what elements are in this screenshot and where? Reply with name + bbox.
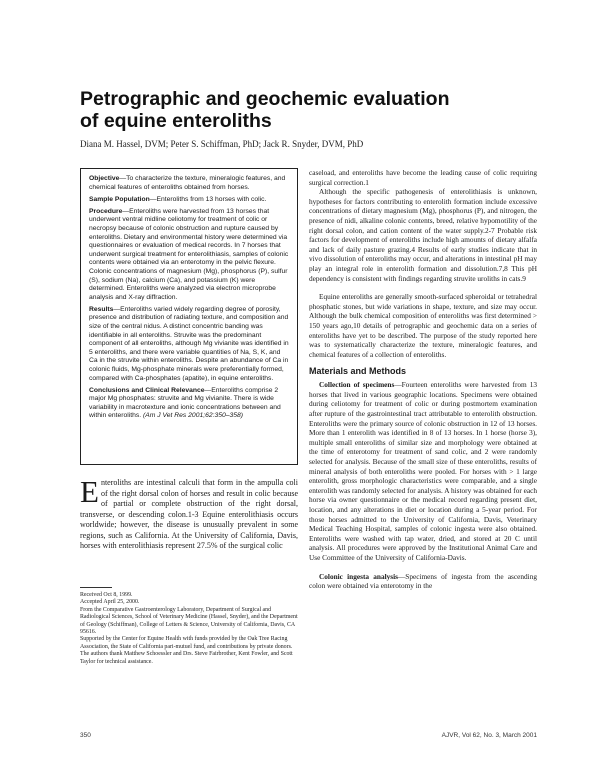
footnote-received: Received Oct 8, 1999. <box>80 592 133 598</box>
abstract-conclusions <box>89 387 289 421</box>
collection-label: Collection of specimens <box>319 380 395 390</box>
introduction-text <box>80 478 298 552</box>
footnotes <box>80 587 298 666</box>
paragraph-gap <box>309 563 537 572</box>
abstract-procedure <box>89 208 289 303</box>
colonic-label: Colonic ingesta analysis <box>319 571 398 581</box>
author-list: Diana M. Hassel, DVM; Peter S. Schiffman, PhD; Jack R. Snyder, DVM, PhD <box>80 139 364 149</box>
abstract-sample <box>89 196 289 205</box>
conclusions-label: Conclusions and Clinical Relevance <box>89 386 205 394</box>
sample-label: Sample Population <box>89 195 150 203</box>
article-title <box>80 88 540 132</box>
footnote-thanks: The authors thank Matthew Schoessler and Drs. Steve Fairbrother, Kent Fowler, and Scott Taylor for technical assistance. <box>80 651 293 665</box>
abstract-citation: (Am J Vet Res 2001;62:350–358) <box>143 412 243 420</box>
right-column <box>309 168 537 724</box>
colonic-paragraph <box>309 572 537 591</box>
footnote-affiliation: From the Comparative Gastroenterology Laboratory, Department of Surgical and Radiological Sciences, School of Veterinary Medicine (Hassel, Snyder), and the Department of Geology (Schiffman), College of Letters & Science, University of California, Davis, CA 95616. <box>80 606 298 636</box>
procedure-label: Procedure <box>89 207 123 215</box>
results-text: —Enteroliths varied widely regarding degree of porosity, presence and distribution of radiating texture, and composition and size of the central nidus. A distinct concentric banding was identifiable in all enteroliths. Struvite was the predominant component of all enteroliths, although Mg vivianite was identified in 5 enteroliths, and there were variable quantities of Na, S, K, and Ca in the struvite within enteroliths. Despite an abundance of Ca in colonic fluids, Mg-phosphate minerals were preferentially formed, compared with Ca-phosphates (apatite), in equine enteroliths. <box>89 305 289 382</box>
results-label: Results <box>89 305 114 313</box>
title-line-2: of equine enteroliths <box>80 110 272 132</box>
abstract-box <box>80 168 298 465</box>
footnote-accepted: Accepted April 25, 2000. <box>80 599 140 606</box>
title-line-1: Petrographic and geochemic evaluation <box>80 88 450 110</box>
abstract-objective <box>89 175 289 192</box>
collection-paragraph <box>309 380 537 562</box>
procedure-text: —Enteroliths were harvested from 13 horses that underwent ventral midline celiotomy for treatment of colic or necropsy because of colonic obstruction and rupture caused by enteroliths. Dietary and environmental history were determined via questionnaires or evaluation of medical records. In 7 horses that underwent surgical treatment for enterolithiasis, samples of colonic contents were obtained via an enterotomy in the pelvic flexure. Colonic concentrations of magnesium (Mg), phosphorus (P), sulfur (S), sodium (Na), calcium (Ca), and potassium (K) were determined. Enteroliths were analyzed via electron microprobe analysis and X-ray diffraction. <box>89 207 289 301</box>
colonic-text: —Specimens of ingesta from the ascending colon were obtained via enterotomy in the <box>309 571 537 591</box>
objective-label: Objective <box>89 175 120 182</box>
methods-heading: Materials and Methods <box>309 366 407 377</box>
objective-text: —To characterize the texture, mineralogic features, and chemical features of enteroliths obtained from horses. <box>89 175 286 191</box>
collection-text: —Fourteen enteroliths were harvested from 13 horses that lived in various geographic locations. Specimens were obtained during celiotomy for treatment of colic or during postmortem examination after rupture of the gastrointestinal tract attributable to enterolith obstruction. Enteroliths were the primary source of colonic obstruction in 12 of 13 horses. More than 1 enterolith was identified in 8 of 13 horses. In 1 horse (horse 3), multiple small enteroliths of similar size and morphology were obtained at the time of enterotomy for treatment of sand colic, and 2 were randomly selected for analysis. Because of the small size of these enteroliths, results of mineral analysis of both enteroliths were pooled. For horses with > 1 large enterolith, gross morphologic characteristics were comparable, and a single enterolith was randomly selected for analysis. A history was obtained for each horse via owner questionnaire or the medical record regarding present diet, location, and any alterations in diet or location during a 5-year period. For those horses admitted to the University of California, Davis, Veterinary Medical Teaching Hospital, samples of colonic ingesta were also obtained. Enteroliths were washed with tap water, dried, and stored at 20 C until analysis. All procedures were approved by the Institutional Animal Care and Use Committee of the University of California-Davis. <box>309 380 537 562</box>
right-paragraph-1: caseload, and enteroliths have become the leading cause of colic requiring surgical correction.1 <box>309 168 537 187</box>
footnote-rule <box>80 587 112 588</box>
footnote-support: Supported by the Center for Equine Health with funds provided by the Oak Tree Racing Association, the State of California pari-mutuel fund, and contributions by private donors. <box>80 636 293 650</box>
right-paragraph-2: Although the specific pathogenesis of enterolithiasis is unknown, hypotheses for factors contributing to enterolith formation include excessive concentrations of dietary magnesium (Mg), phosphorus (P), and nitrogen, the presence of nidi, alkaline colonic contents, breed, relative hypomotility of the right dorsal colon, and cation content of the water supply.2-7 Probable risk factors for development of enteroliths include high amounts of dietary alfalfa and lack of daily pasture grazing.4 Results of early studies indicate that in vivo dissolution of enteroliths may occur, and alterations in intestinal pH may play an integral role in enterolith formation and dissolution.7,8 This pH dependency is consistent with findings regarding struvite uroliths in cats.9 <box>309 187 537 283</box>
journal-citation: AJVR, Vol 62, No. 3, March 2001 <box>441 732 537 739</box>
intro-paragraph: nteroliths are intestinal calculi that form in the ampulla coli of the right dorsal colon of horses and result in colic because of partial or complete obstruction of the right dorsal, transverse, or descending colon.1-3 Equine enterolithiasis occurs worldwide; however, the disease is unusually prevalent in some regions, such as California. At the University of California, Davis, horses with enterolithiasis represent 27.5% of the surgical colic <box>80 478 298 550</box>
page-number: 350 <box>80 732 91 739</box>
paragraph-gap <box>309 283 537 292</box>
conclusions-text: —Enteroliths comprise 2 major Mg phosphates: struvite and Mg vivianite. There is wide variability in macrotexture and ionic concentrations between and within enteroliths. <box>89 386 281 420</box>
abstract-results <box>89 306 289 383</box>
drop-cap: E <box>80 478 99 509</box>
right-paragraph-3: Equine enteroliths are generally smooth-surfaced spheroidal or tetrahedral phosphatic stones, but wide variations in shape, texture, and size may occur. Although the bulk chemical composition of enteroliths was first determined > 150 years ago,10 details of petrographic and geochemic data on a series of enteroliths have yet to be described. The purpose of the study reported here was to systematically characterize the texture, mineralogic features, and chemical features of a collection of enteroliths. <box>309 292 537 359</box>
sample-text: —Enteroliths from 13 horses with colic. <box>149 195 267 203</box>
